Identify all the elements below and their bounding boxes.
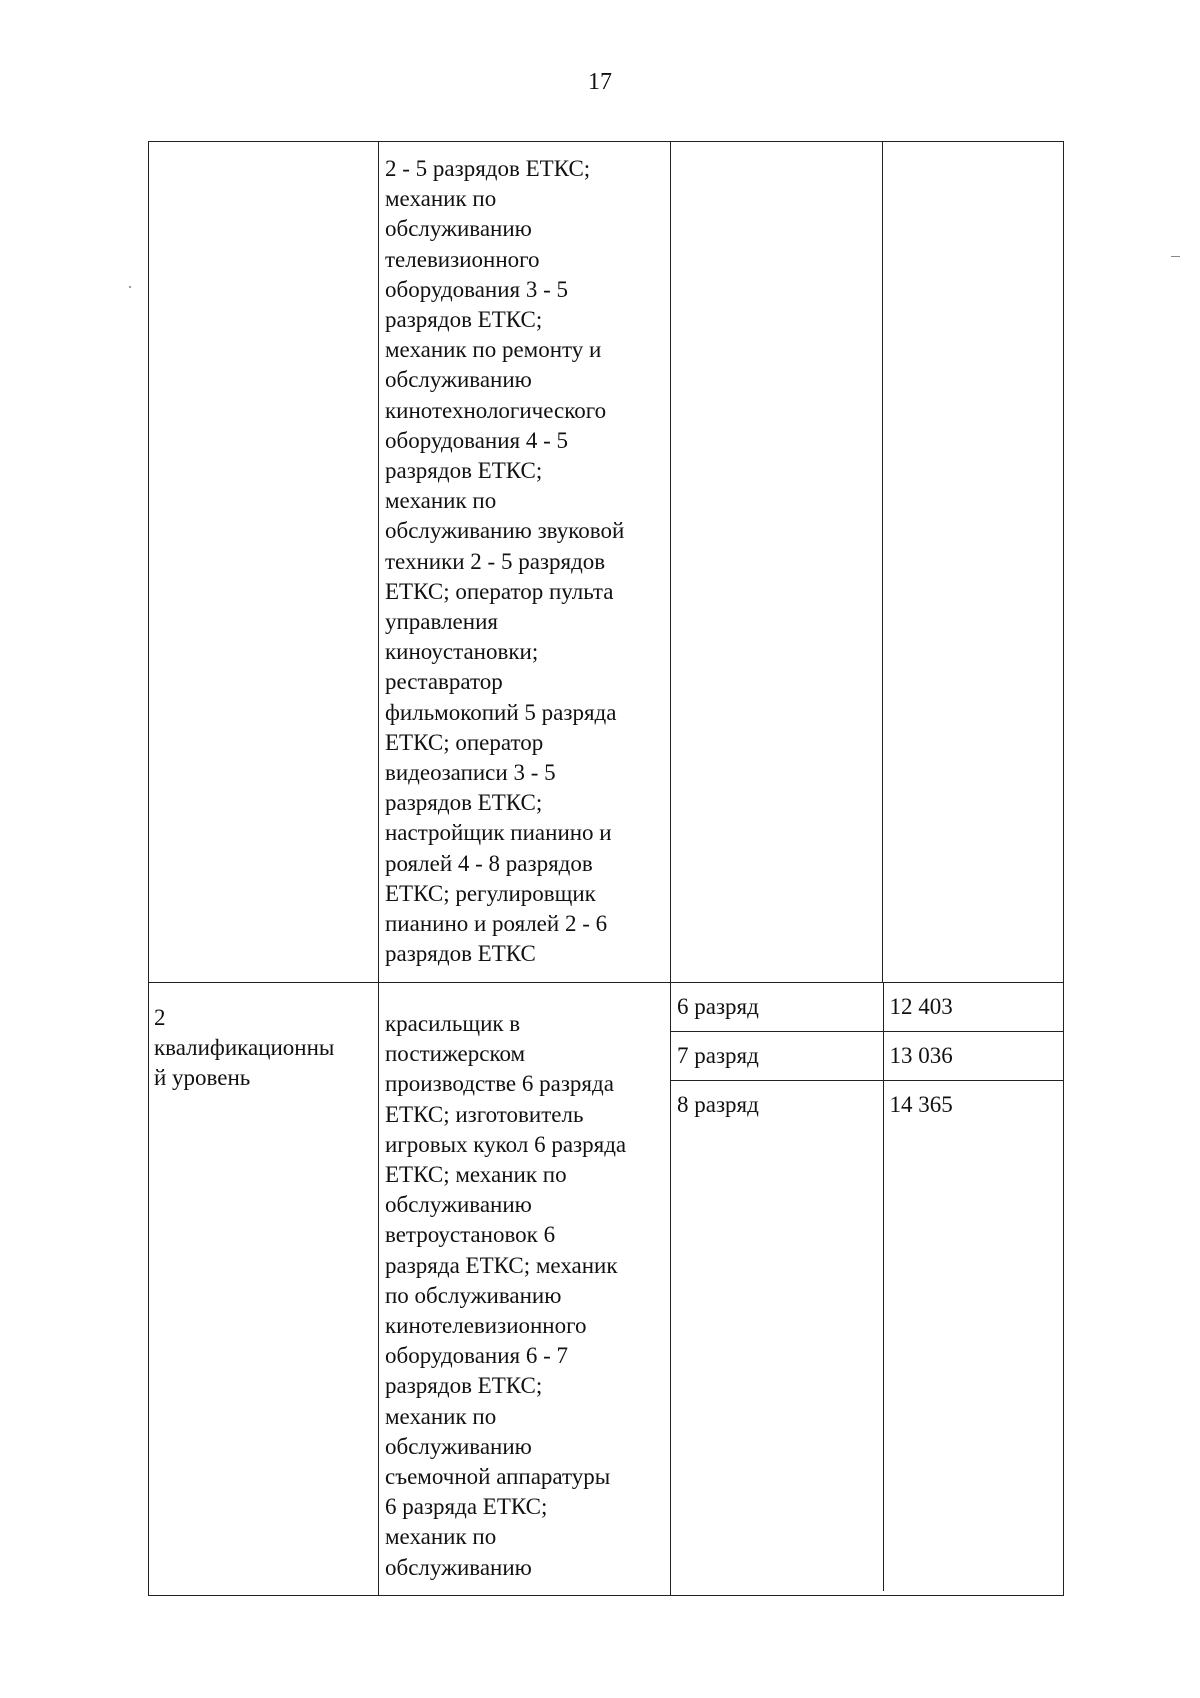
qualification-level-cell	[149, 983, 379, 1596]
grade-text: 8 разряд	[677, 1092, 759, 1117]
job-titles-cell	[379, 142, 671, 983]
salary-table	[148, 141, 1064, 1596]
salary-cell	[883, 1032, 1064, 1081]
grade-row	[671, 1081, 1064, 1592]
qualification-level-cell	[149, 142, 379, 983]
page-number: 17	[588, 69, 612, 95]
grade-row	[671, 1032, 1064, 1081]
salary-text: 12 403	[889, 994, 953, 1019]
job-titles-text: 2 - 5 разрядов ЕТКС; механик по обслуживанию телевизионного оборудования 3 - 5 разрядов ЕТКС; механик по ремонту и обслуживанию кинотехнологического оборудования 4 - 5 разрядов ЕТКС; механик по обслуживанию звуковой техники 2 - 5 разрядов ЕТКС; оператор пульта управления киноустановки; реставратор фильмокопий 5 разряда ЕТКС; оператор видеозаписи 3 - 5 разрядов ЕТКС; настройщик пианино и роялей 4 - 8 разрядов ЕТКС; регулировщик пианино и роялей 2 - 6 разрядов ЕТКС	[385, 156, 625, 967]
grade-text: 6 разряд	[677, 994, 759, 1019]
job-titles-cell	[379, 983, 671, 1596]
margin-mark	[1171, 256, 1180, 257]
salary-cell	[883, 142, 1064, 983]
scan-speck	[129, 286, 131, 288]
qualification-level-text	[149, 142, 378, 162]
grade-cell	[671, 1081, 883, 1592]
table-row	[149, 983, 1064, 1596]
grade-text	[671, 142, 882, 162]
grade-text: 7 разряд	[677, 1043, 759, 1068]
grade-salary-subtable	[671, 983, 1064, 1591]
grade-cell	[671, 983, 883, 1032]
job-titles-text: красильщик в постижерском производстве 6 разряда ЕТКС; изготовитель игровых кукол 6 разряда ЕТКС; механик по обслуживанию ветроустановок 6 разряда ЕТКС; механик по обслуживанию кинотелевизионного оборудования 6 - 7 разрядов ЕТКС; механик по обслуживанию съемочной аппаратуры 6 разряда ЕТКС; механик по обслуживанию	[385, 1011, 627, 1580]
salary-text: 14 365	[889, 1092, 953, 1117]
salary-cell	[883, 1081, 1064, 1592]
qualification-level-text: 2 квалификационны й уровень	[154, 1005, 335, 1091]
grade-row	[671, 983, 1064, 1032]
salary-text: 13 036	[889, 1043, 953, 1068]
table-row	[149, 142, 1064, 983]
salary-text	[883, 142, 1063, 162]
salary-cell	[883, 983, 1064, 1032]
grade-cell	[671, 1032, 883, 1081]
grade-salary-cell	[671, 983, 1064, 1596]
grade-cell	[671, 142, 883, 983]
